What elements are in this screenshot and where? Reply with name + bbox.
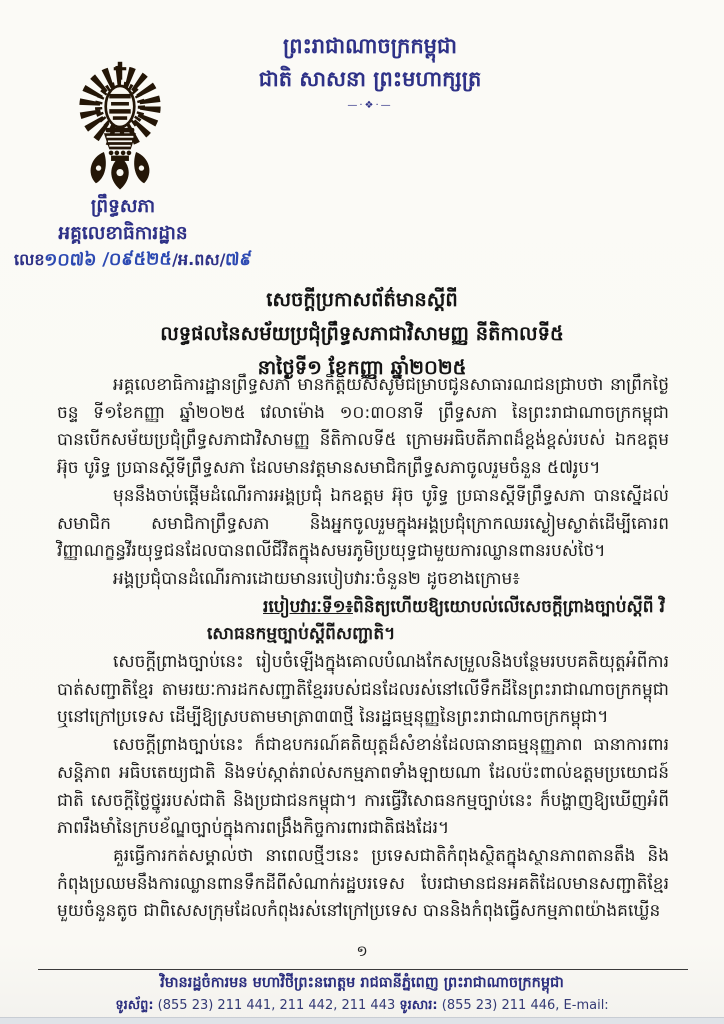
paragraph-4: សេចក្តីព្រាងច្បាប់នេះ រៀបចំឡើងក្នុងគោលបំណងកែសម្រួលនិងបន្ថែមរបបគតិយុត្តអំពីការបាត់សញ្ជាតិខ្មែរ តាមរយៈការដកសញ្ជាតិខ្មែររបស់ជនដែលរស់នៅលើទឹកដីនៃព្រះរាជាណាចក្រកម្ពុជា ឬនៅក្រៅប្រទេស ដើម្បីឱ្យស្របតាមមាត្រា៣៣ថ្មី នៃរដ្ឋធម្មនុញ្ញនៃព្រះរាជាណាចក្រកម្ពុជា។ [57, 652, 669, 728]
senate-emblem-graphic [66, 60, 174, 194]
paragraph-6: គួរធ្វើការកត់សម្គាល់ថា នាពេលថ្មីៗនេះ ប្រទេសជាតិកំពុងស្ថិតក្នុងស្ថានភាពតានតឹង និងកំពុងប្រឈមនឹងការឈ្លានពានទឹកដីពីសំណាក់រដ្ឋបរទេស បែរជាមានជនអគតិដែលមានសញ្ជាតិខ្មែរមួយចំនួនតូច ជាពិសេសក្រុមដែលកំពុងរស់នៅក្រៅប្រទេស បាននិងកំពុងធ្វើសកម្មភាពយ៉ាងគឃ្លើន [57, 845, 669, 922]
scan-bottom-edge [0, 1017, 724, 1024]
institution-name: ព្រឹទ្ធសភា [90, 196, 156, 217]
phone-label: ទូរស័ព្ទ: [115, 998, 154, 1013]
senate-emblem [66, 60, 174, 194]
footer-divider-line [38, 969, 688, 970]
title-line-3: នាថ្ងៃទី១ ខែកញ្ញា ឆ្នាំ២០២៥ [257, 356, 467, 380]
kingdom-title: ព្រះរាជាណាចក្រកម្ពុជា [282, 34, 457, 58]
agenda-item-1 [57, 594, 669, 649]
phone-numbers: (855 23) 211 441, 211 442, 211 443 [157, 998, 396, 1013]
fax-number: (855 23) 211 446, [441, 998, 560, 1013]
document-title [97, 283, 627, 385]
paragraph-1: អគ្គលេខាធិការដ្ឋានព្រឹទ្ធសភា មានកិត្តិយសសូមជម្រាបជូនសាធារណជនជ្រាបថា នាព្រឹកថ្ងៃចន្ទ ទី១ខែកញ្ញា ឆ្នាំ២០២៥ វេលាម៉ោង ១០:៣០នាទី ព្រឹទ្ធសភា នៃព្រះរាជាណាចក្រកម្ពុជា បានបើកសម័យប្រជុំព្រឹទ្ធសភាជាវិសាមញ្ញ នីតិកាលទី៥ ក្រោមអធិបតីភាពដ៏ខ្ពង់ខ្ពស់របស់ ឯកឧត្តម អ៊ុច បូរិទ្ធ ប្រធានស្តីទីព្រឹទ្ធសភា ដែលមានវត្តមានសមាជិកព្រឹទ្ធសភាចូលរួមចំនួន ៥៧រូប។ [57, 375, 669, 479]
agenda-item-1-text: ពិនិត្យហើយឱ្យយោបល់លើសេចក្តីព្រាងច្បាប់ស្តីពី វិសោធនកម្មច្បាប់ស្តីពីសញ្ជាតិ។ [207, 596, 665, 645]
paragraph-2: មុននឹងចាប់ផ្តើមដំណើរការអង្គប្រជុំ ឯកឧត្តម អ៊ុច បូរិទ្ធ ប្រធានស្តីទីព្រឹទ្ធសភា បានស្នើដល់សមាជិក សមាជិកាព្រឹទ្ធសភា និងអ្នកចូលរួមក្នុងអង្គប្រជុំក្រោកឈរស្ងៀមស្ងាត់ដើម្បីគោរពវិញ្ញាណក្ខន្ធវីរយុទ្ធជនដែលបានពលីជីវិតក្នុងសមរភូមិប្រយុទ្ធជាមួយការឈ្លានពានរបស់ថៃ។ [57, 485, 669, 562]
reference-line [14, 248, 314, 274]
national-header [150, 30, 590, 95]
reference-number-handwritten-2: ៧៩ [224, 249, 253, 271]
letterhead [14, 194, 232, 248]
national-motto: ជាតិ សាសនា ព្រះមហាក្សត្រ [258, 66, 482, 91]
header-divider-ornament: —·❖·— [347, 100, 393, 111]
page-number: ១ [356, 942, 368, 960]
email-label: E-mail: [563, 998, 609, 1013]
agenda-item-1-label: របៀបវារៈទី១៖ [263, 596, 353, 617]
title-line-1: សេចក្តីប្រកាសព័ត៌មានស្តីពី [266, 288, 458, 311]
reference-printed-part: /អ.ពស/ [172, 250, 226, 269]
document-body [57, 372, 669, 926]
paragraph-3: អង្គប្រជុំបានដំណើរការដោយមានរបៀបវារៈចំនួន២ ដូចខាងក្រោម៖ [113, 568, 520, 589]
fax-label: ទូរសារ: [399, 998, 438, 1013]
reference-prefix: លេខ [14, 250, 45, 269]
title-line-2: លទ្ធផលនៃសម័យប្រជុំព្រឹទ្ធសភាជាវិសាមញ្ញ នីតិកាលទី៥ [160, 322, 564, 346]
footer-address: វិមានរដ្ឋចំការមន មហាវិថីព្រះនរោត្តម រាជធានីភ្នំពេញ ព្រះរាជាណាចក្រកម្ពុជា [160, 975, 564, 991]
department-name: អគ្គលេខាធិការដ្ឋាន [58, 222, 188, 244]
reference-number-handwritten-1: ១០៧៦ /០៩៥២៥ [43, 249, 173, 271]
paragraph-5: សេចក្តីព្រាងច្បាប់នេះ ក៏ជាឧបករណ៍គតិយុត្តដ៏សំខាន់ដែលធានាធម្មនុញ្ញភាព ធានាការពារសន្តិភាព អធិបតេយ្យជាតិ និងទប់ស្កាត់រាល់សកម្មភាពទាំងឡាយណា ដែលប៉ះពាល់ឧត្តមប្រយោជន៍ជាតិ សេចក្តីថ្លៃថ្នូររបស់ជាតិ និងប្រជាជនកម្ពុជា។ ការធ្វើវិសោធនកម្មច្បាប់នេះ ក៏បង្ហាញឱ្យឃើញអំពីភាពរឹងមាំនៃក្របខ័ណ្ឌច្បាប់ក្នុងការពង្រឹងកិច្ចការពារជាតិផងដែរ។ [57, 735, 669, 839]
